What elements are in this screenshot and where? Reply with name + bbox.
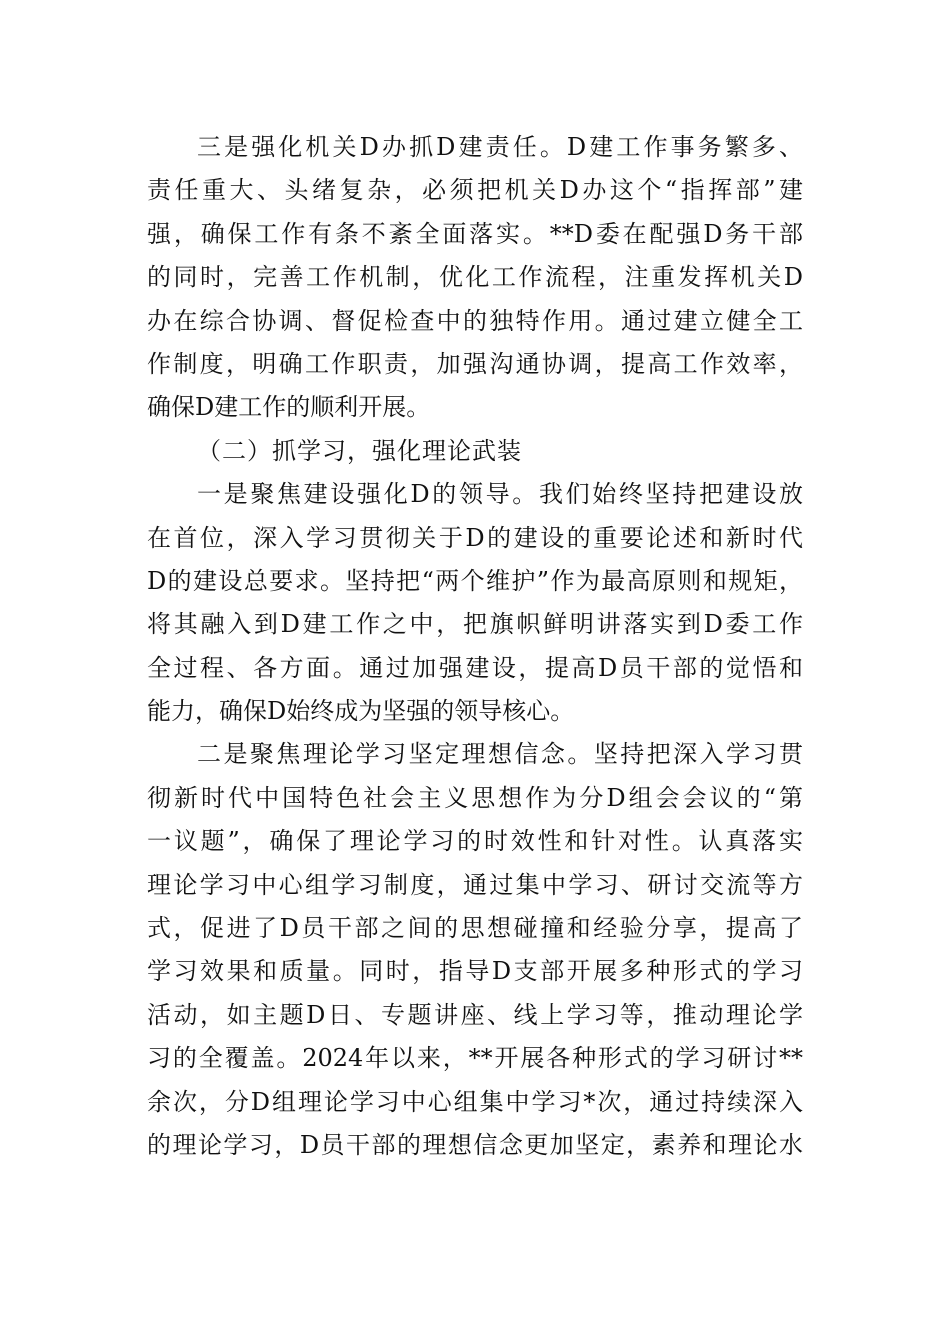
text-line: 办在综合协调、督促检查中的独特作用。通过建立健全工 (147, 306, 803, 335)
text-line: 确保D建工作的顺利开展。 (147, 393, 431, 422)
text-line: 余次，分D组理论学习中心组集中学习*次，通过持续深入 (147, 1087, 803, 1116)
paragraph-leadership (147, 473, 817, 733)
text-line: 理论学习中心组学习制度，通过集中学习、研讨交流等方 (147, 870, 803, 899)
text-line: 学习效果和质量。同时，指导D支部开展多种形式的学习 (147, 957, 803, 986)
paragraph-responsibility (147, 126, 817, 430)
text-line: 习的全覆盖。2024年以来，**开展各种形式的学习研讨** (147, 1044, 803, 1073)
text-line: 将其融入到D建工作之中，把旗帜鲜明讲落实到D委工作 (147, 610, 803, 639)
section-heading (147, 430, 817, 473)
text-line: D的建设总要求。坚持把“两个维护”作为最高原则和规矩， (147, 566, 803, 595)
text-line: 作制度，明确工作职责，加强沟通协调，提高工作效率， (147, 349, 803, 378)
text-line: 一议题”，确保了理论学习的时效性和针对性。认真落实 (147, 827, 803, 856)
text-line: 能力，确保D始终成为坚强的领导核心。 (147, 697, 575, 726)
text-line: 责任重大、头绪复杂，必须把机关D办这个“指挥部”建 (147, 176, 803, 205)
text-line: 活动，如主题D日、专题讲座、线上学习等，推动理论学 (147, 1000, 803, 1029)
text-line: 强，确保工作有条不紊全面落实。**D委在配强D务干部 (147, 219, 803, 248)
text-line: 彻新时代中国特色社会主义思想作为分D组会会议的“第 (147, 783, 803, 812)
text-line: 三是强化机关D办抓D建责任。D建工作事务繁多、 (197, 133, 803, 161)
text-line: 二是聚焦理论学习坚定理想信念。坚持把深入学习贯 (197, 740, 803, 769)
paragraph-theory-study (147, 733, 817, 1167)
text-line: 式，促进了D员干部之间的思想碰撞和经验分享，提高了 (147, 914, 803, 943)
text-line: 在首位，深入学习贯彻关于D的建设的重要论述和新时代 (147, 523, 803, 552)
text-line: 一是聚焦建设强化D的领导。我们始终坚持把建设放 (197, 480, 803, 509)
heading-line: （二）抓学习，强化理论武装 (197, 436, 522, 465)
text-line: 全过程、各方面。通过加强建设，提高D员干部的觉悟和 (147, 653, 803, 682)
text-line: 的同时，完善工作机制，优化工作流程，注重发挥机关D (147, 263, 803, 292)
document-body (147, 126, 817, 1167)
text-line: 的理论学习，D员干部的理想信念更加坚定，素养和理论水 (147, 1130, 803, 1159)
